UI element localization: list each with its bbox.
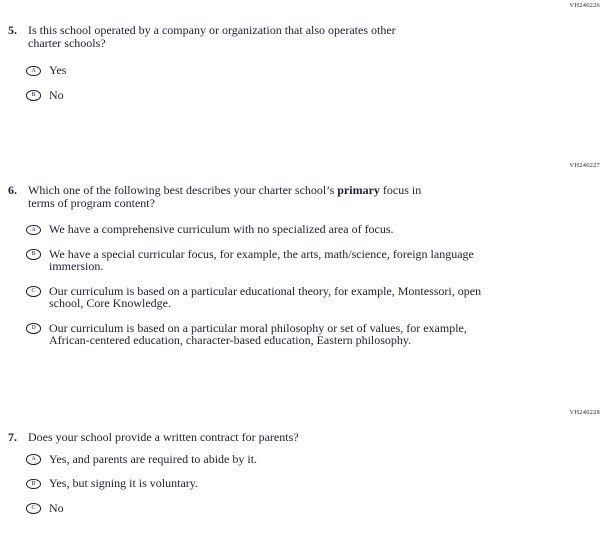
answer-options	[26, 64, 600, 101]
answer-option-b[interactable]	[26, 248, 600, 273]
option-line: Yes, but signing it is voluntary.	[49, 476, 199, 490]
answer-oval-icon[interactable]	[26, 503, 41, 514]
question-number: 5.	[8, 23, 17, 37]
option-line: No	[49, 500, 64, 515]
answer-options	[26, 453, 600, 515]
oval-letter: A	[31, 456, 36, 463]
oval-letter: B	[31, 92, 36, 99]
option-line: Our curriculum is based on a particular educational theory, for example, Montessori, open	[49, 283, 482, 298]
question-text	[28, 24, 396, 49]
answer-option-c[interactable]	[26, 502, 600, 515]
question-line: Does your school provide a written contract for parents?	[28, 430, 299, 444]
answer-oval-icon[interactable]	[26, 323, 41, 334]
answer-oval-icon[interactable]	[26, 454, 41, 465]
answer-oval-icon[interactable]	[26, 249, 41, 260]
option-line: Yes, and parents are required to abide by it.	[49, 451, 258, 466]
option-line: school, Core Knowledge.	[49, 296, 171, 310]
option-label	[49, 248, 474, 273]
question-line	[28, 184, 421, 197]
oval-letter: A	[31, 226, 36, 233]
oval-letter: C	[31, 505, 36, 512]
question-number: 7.	[8, 430, 17, 444]
question-number: 6.	[8, 183, 17, 197]
question-line: Is this school operated by a company or organization that also operates other	[28, 23, 396, 37]
option-line: No	[49, 87, 64, 102]
answer-option-a[interactable]	[26, 64, 600, 77]
question-line-segment: Which one of the following best describes your charter school’s	[28, 183, 338, 197]
oval-letter: B	[31, 251, 36, 258]
option-line: We have a comprehensive curriculum with no specialized area of focus.	[49, 222, 394, 236]
option-line: African-centered education, character-based education, Eastern philosophy.	[49, 333, 412, 347]
answer-option-a[interactable]	[26, 453, 600, 466]
question-line: terms of program content?	[28, 195, 155, 210]
option-label	[49, 453, 257, 466]
answer-option-b[interactable]	[26, 89, 600, 102]
oval-letter: D	[31, 325, 36, 332]
question-6	[8, 184, 600, 209]
question-5	[8, 24, 600, 49]
oval-letter: A	[31, 67, 36, 74]
answer-oval-icon[interactable]	[26, 479, 41, 490]
item-code: VH240226	[569, 2, 600, 9]
answer-oval-icon[interactable]	[26, 90, 41, 101]
question-text	[28, 184, 421, 209]
answer-option-a[interactable]	[26, 223, 600, 236]
option-label	[49, 89, 64, 102]
answer-options	[26, 223, 600, 347]
answer-oval-icon[interactable]	[26, 286, 41, 297]
option-line: immersion.	[49, 259, 104, 273]
answer-option-d[interactable]	[26, 322, 600, 347]
answer-option-b[interactable]	[26, 477, 600, 490]
oval-letter: B	[31, 480, 36, 487]
option-label	[49, 223, 394, 236]
answer-option-c[interactable]	[26, 285, 600, 310]
question-7-block	[8, 409, 600, 526]
option-label	[49, 285, 481, 310]
oval-letter: C	[31, 288, 36, 295]
option-label	[49, 502, 64, 515]
question-line-segment: focus in	[379, 183, 422, 197]
answer-oval-icon[interactable]	[26, 225, 41, 236]
question-line: charter schools?	[28, 35, 106, 50]
question-text	[28, 431, 299, 444]
question-line-bold-segment: primary	[337, 183, 380, 197]
option-label	[49, 477, 198, 490]
answer-oval-icon[interactable]	[26, 66, 41, 77]
option-line: We have a special curricular focus, for example, the arts, math/science, foreign language	[49, 246, 474, 261]
option-line: Yes	[49, 63, 67, 77]
item-code: VH240228	[569, 409, 600, 416]
item-code: VH240227	[569, 162, 600, 169]
option-line: Our curriculum is based on a particular moral philosophy or set of values, for example,	[49, 320, 467, 335]
option-label	[49, 64, 66, 77]
question-5-block	[8, 2, 600, 113]
question-7	[8, 431, 600, 444]
question-6-block	[8, 162, 600, 359]
option-label	[49, 322, 467, 347]
